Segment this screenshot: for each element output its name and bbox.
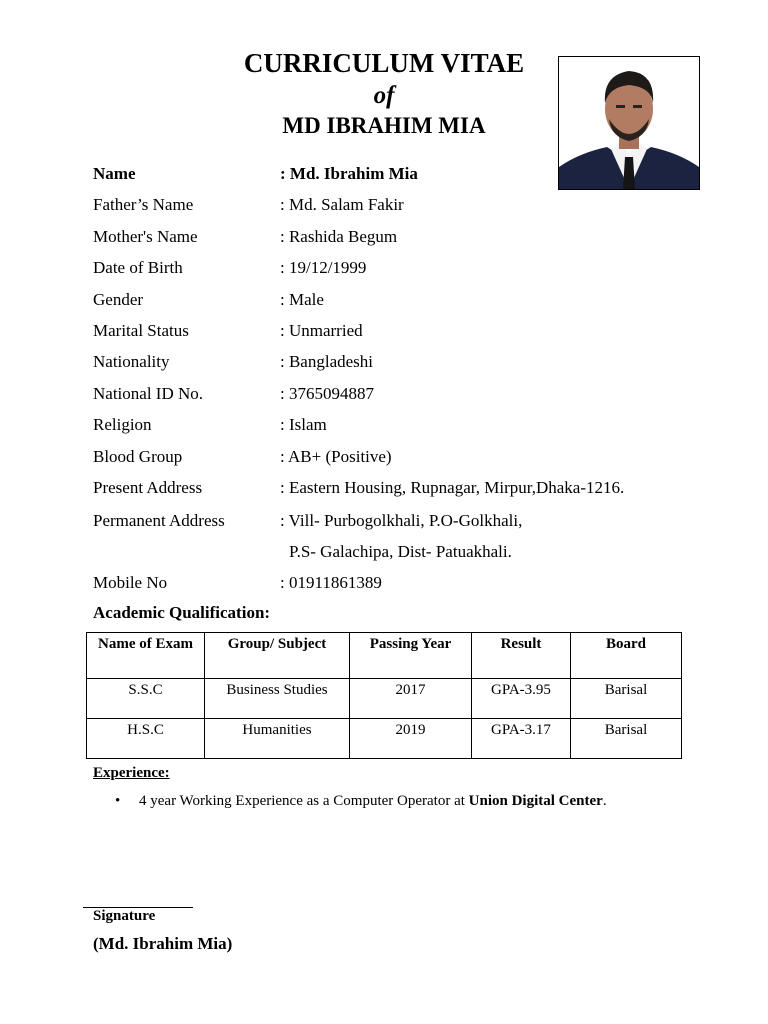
detail-value: : 3765094887 xyxy=(280,384,374,403)
column-header: Result xyxy=(472,633,571,679)
detail-label: Permanent Address xyxy=(93,511,225,530)
experience-list xyxy=(115,792,675,811)
table-cell: Barisal xyxy=(571,719,682,759)
detail-label: National ID No. xyxy=(93,384,204,403)
cv-title: CURRICULUM VITAE xyxy=(243,48,525,78)
column-header: Name of Exam xyxy=(87,633,205,679)
cv-title-of: of xyxy=(373,82,395,109)
column-header: Passing Year xyxy=(350,633,472,679)
detail-value: : Bangladeshi xyxy=(280,352,374,371)
detail-label: Mother's Name xyxy=(93,227,198,246)
table-cell: 2019 xyxy=(350,719,472,759)
experience-workplace: Union Digital Center xyxy=(468,793,603,809)
detail-value: : Unmarried xyxy=(280,321,363,340)
table-cell: Humanities xyxy=(205,719,350,759)
profile-photo xyxy=(558,56,700,190)
table-cell: GPA-3.17 xyxy=(472,719,571,759)
table-cell: Business Studies xyxy=(205,679,350,719)
detail-label: Marital Status xyxy=(93,321,189,340)
detail-value: : Vill- Purbogolkhali, P.O-Golkhali, xyxy=(280,511,523,530)
table-header-row xyxy=(87,633,682,679)
table-cell: 2017 xyxy=(350,679,472,719)
signature-label: Signature xyxy=(93,908,156,924)
academic-table xyxy=(86,632,682,759)
academic-heading: Academic Qualification: xyxy=(93,603,271,622)
table-cell: Barisal xyxy=(571,679,682,719)
column-header: Group/ Subject xyxy=(205,633,350,679)
table-row xyxy=(87,679,682,719)
experience-end: . xyxy=(602,793,607,809)
detail-value: : 19/12/1999 xyxy=(280,258,367,277)
table-cell: H.S.C xyxy=(87,719,205,759)
detail-label: Name xyxy=(93,164,136,183)
detail-label: Gender xyxy=(93,290,144,309)
detail-value: : Rashida Begum xyxy=(280,227,398,246)
column-header: Board xyxy=(571,633,682,679)
detail-value: : Islam xyxy=(280,415,327,434)
table-cell: S.S.C xyxy=(87,679,205,719)
table-row xyxy=(87,719,682,759)
bullet-icon: • xyxy=(115,793,121,809)
detail-value: : Md. Salam Fakir xyxy=(280,195,404,214)
detail-label: Nationality xyxy=(93,352,170,371)
detail-value: : AB+ (Positive) xyxy=(280,447,392,466)
signature-name: (Md. Ibrahim Mia) xyxy=(93,934,233,953)
detail-label: Present Address xyxy=(93,478,203,497)
cv-person-name: MD IBRAHIM MIA xyxy=(282,113,486,138)
detail-value: : Male xyxy=(280,290,324,309)
portrait-image xyxy=(559,57,699,189)
experience-heading: Experience: xyxy=(93,765,170,781)
experience-text: 4 year Working Experience as a Computer Operator at xyxy=(139,793,469,809)
list-item xyxy=(115,792,675,811)
detail-value: : 01911861389 xyxy=(280,573,382,592)
table-cell: GPA-3.95 xyxy=(472,679,571,719)
detail-value: P.S- Galachipa, Dist- Patuakhali. xyxy=(289,542,512,561)
detail-label: Religion xyxy=(93,415,152,434)
detail-label: Mobile No xyxy=(93,573,168,592)
detail-value: : Eastern Housing, Rupnagar, Mirpur,Dhaka-1216. xyxy=(280,478,625,497)
detail-value: : Md. Ibrahim Mia xyxy=(280,164,418,183)
detail-label: Blood Group xyxy=(93,447,183,466)
detail-label: Father’s Name xyxy=(93,195,194,214)
detail-label: Date of Birth xyxy=(93,258,183,277)
